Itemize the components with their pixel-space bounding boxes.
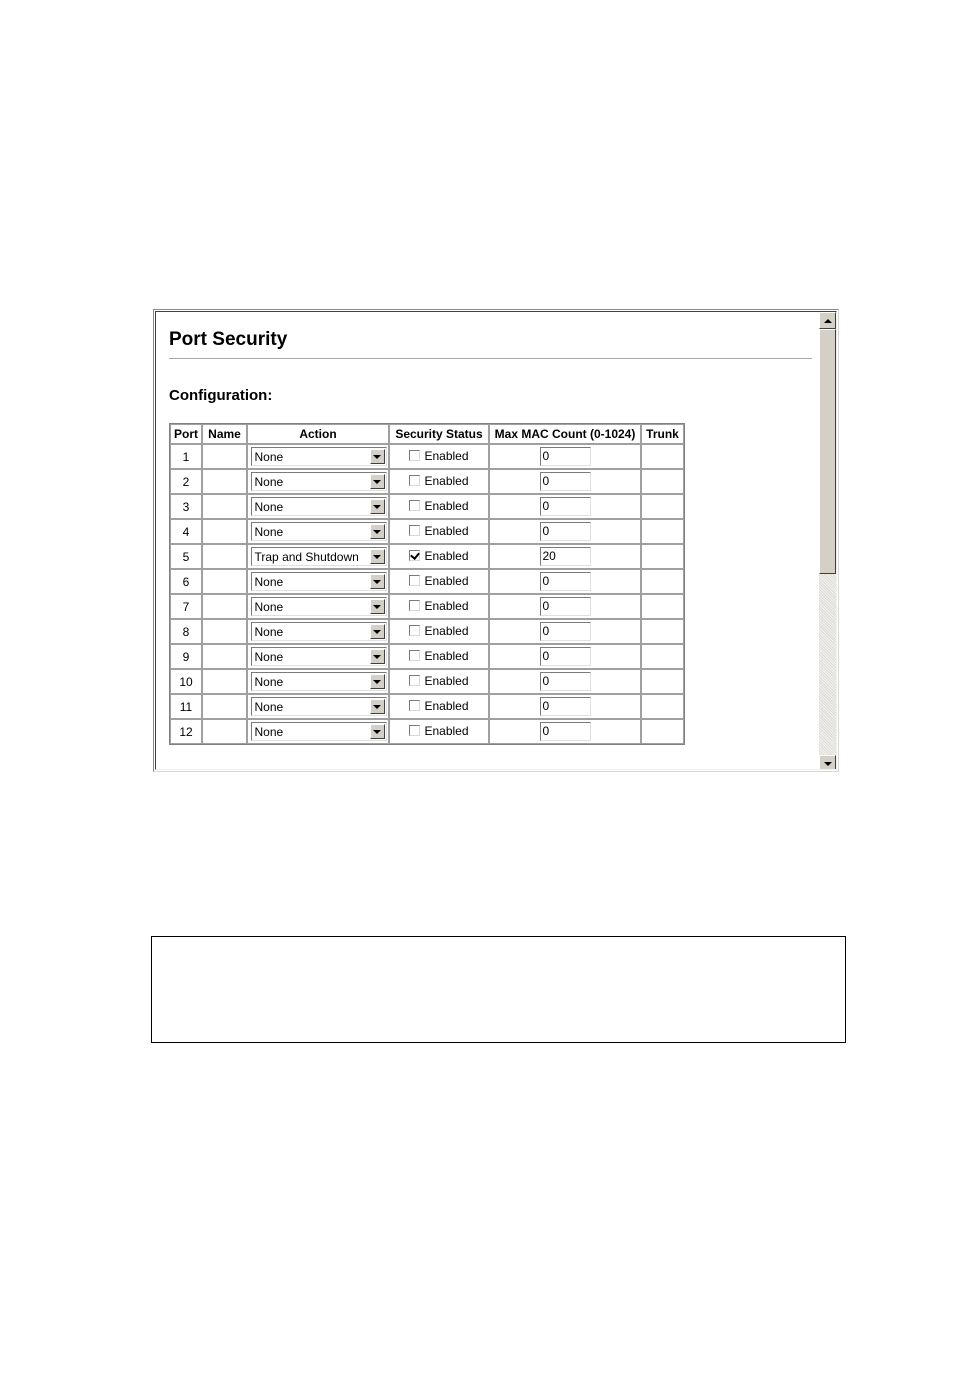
- table-header-row: [170, 424, 684, 444]
- trunk-cell: [641, 719, 684, 744]
- action-cell: [247, 444, 389, 469]
- action-cell: [247, 644, 389, 669]
- chevron-down-icon: [373, 580, 381, 584]
- max-mac-count-input[interactable]: 0: [540, 472, 591, 491]
- port-name: [202, 619, 247, 644]
- security-status-toggle[interactable]: [409, 649, 468, 663]
- scroll-up-button[interactable]: [819, 312, 836, 329]
- table-row: [170, 444, 684, 469]
- port-name: [202, 494, 247, 519]
- table-row: [170, 594, 684, 619]
- chevron-down-icon: [373, 505, 381, 509]
- checkbox-label: Enabled: [424, 573, 469, 588]
- max-mac-count-cell: [489, 619, 641, 644]
- security-enabled-checkbox[interactable]: [409, 475, 420, 486]
- action-select[interactable]: [251, 672, 387, 691]
- browser-window: [153, 309, 839, 772]
- dropdown-button[interactable]: [370, 624, 385, 639]
- security-status-toggle[interactable]: [409, 549, 468, 563]
- checkbox-label: Enabled: [424, 548, 469, 563]
- trunk-cell: [641, 519, 684, 544]
- scroll-up-arrow-icon: [824, 319, 832, 323]
- security-status-cell: [389, 544, 489, 569]
- scroll-down-button[interactable]: [819, 755, 836, 770]
- port-name: [202, 444, 247, 469]
- page-title: Port Security: [169, 329, 288, 350]
- dropdown-button[interactable]: [370, 524, 385, 539]
- action-select-value: None: [254, 699, 284, 714]
- action-cell: [247, 494, 389, 519]
- trunk-cell: [641, 694, 684, 719]
- column-header-port: Port: [170, 424, 202, 444]
- security-enabled-checkbox[interactable]: [409, 600, 420, 611]
- max-mac-count-input[interactable]: 0: [540, 572, 591, 591]
- section-heading: Configuration:: [169, 387, 273, 404]
- security-enabled-checkbox[interactable]: [409, 625, 420, 636]
- security-status-toggle[interactable]: [409, 524, 468, 538]
- max-mac-count-cell: [489, 719, 641, 744]
- chevron-down-icon: [373, 680, 381, 684]
- max-mac-count-cell: [489, 544, 641, 569]
- port-number: 2: [170, 469, 202, 494]
- table-row: [170, 694, 684, 719]
- action-select[interactable]: [251, 497, 387, 516]
- checkbox-label: Enabled: [424, 448, 469, 463]
- trunk-cell: [641, 619, 684, 644]
- max-mac-count-input[interactable]: 0: [540, 447, 591, 466]
- port-name: [202, 469, 247, 494]
- security-enabled-checkbox[interactable]: [409, 500, 420, 511]
- checkbox-label: Enabled: [424, 723, 469, 738]
- trunk-cell: [641, 494, 684, 519]
- security-status-toggle[interactable]: [409, 674, 468, 688]
- action-cell: [247, 719, 389, 744]
- action-select[interactable]: [251, 522, 387, 541]
- action-select-value: None: [254, 449, 284, 464]
- trunk-cell: [641, 594, 684, 619]
- security-enabled-checkbox[interactable]: [409, 550, 420, 561]
- security-status-cell: [389, 619, 489, 644]
- max-mac-count-cell: [489, 694, 641, 719]
- table-row: [170, 644, 684, 669]
- chevron-down-icon: [373, 705, 381, 709]
- security-enabled-checkbox[interactable]: [409, 675, 420, 686]
- checkbox-label: Enabled: [424, 523, 469, 538]
- action-cell: [247, 469, 389, 494]
- column-header-action: Action: [247, 424, 389, 444]
- security-enabled-checkbox[interactable]: [409, 650, 420, 661]
- port-number: 1: [170, 444, 202, 469]
- max-mac-count-input[interactable]: 0: [540, 497, 591, 516]
- port-name: [202, 594, 247, 619]
- action-select[interactable]: [251, 572, 387, 591]
- port-number: 4: [170, 519, 202, 544]
- max-mac-count-input[interactable]: 0: [540, 647, 591, 666]
- max-mac-count-cell: [489, 569, 641, 594]
- chevron-down-icon: [373, 655, 381, 659]
- column-header-security-status: Security Status: [389, 424, 489, 444]
- security-status-cell: [389, 569, 489, 594]
- action-select[interactable]: [251, 447, 387, 466]
- dropdown-button[interactable]: [370, 699, 385, 714]
- action-select[interactable]: [251, 722, 387, 741]
- action-select-value: None: [254, 499, 284, 514]
- trunk-cell: [641, 444, 684, 469]
- dropdown-button[interactable]: [370, 599, 385, 614]
- scrollbar-thumb[interactable]: [819, 329, 836, 574]
- security-status-cell: [389, 594, 489, 619]
- checkbox-label: Enabled: [424, 598, 469, 613]
- action-select-value: None: [254, 474, 284, 489]
- max-mac-count-input[interactable]: 0: [540, 722, 591, 741]
- action-cell: [247, 569, 389, 594]
- chevron-down-icon: [373, 555, 381, 559]
- security-enabled-checkbox[interactable]: [409, 525, 420, 536]
- checkbox-label: Enabled: [424, 648, 469, 663]
- table-row: [170, 569, 684, 594]
- chevron-down-icon: [373, 455, 381, 459]
- chevron-down-icon: [373, 530, 381, 534]
- port-number: 6: [170, 569, 202, 594]
- dropdown-button[interactable]: [370, 724, 385, 739]
- action-select[interactable]: [251, 697, 387, 716]
- table-row: [170, 494, 684, 519]
- action-select-value: None: [254, 599, 284, 614]
- security-status-cell: [389, 694, 489, 719]
- port-number: 8: [170, 619, 202, 644]
- max-mac-count-input[interactable]: 0: [540, 597, 591, 616]
- max-mac-count-cell: [489, 644, 641, 669]
- port-name: [202, 719, 247, 744]
- max-mac-count-cell: [489, 444, 641, 469]
- max-mac-count-input[interactable]: 0: [540, 622, 591, 641]
- port-security-table: [169, 423, 685, 745]
- action-cell: [247, 669, 389, 694]
- max-mac-count-cell: [489, 469, 641, 494]
- vertical-scrollbar[interactable]: [819, 312, 836, 770]
- scroll-down-arrow-icon: [824, 762, 832, 766]
- action-cell: [247, 519, 389, 544]
- security-status-cell: [389, 519, 489, 544]
- action-select[interactable]: [251, 597, 387, 616]
- action-select-value: Trap and Shutdown: [254, 549, 359, 564]
- security-enabled-checkbox[interactable]: [409, 575, 420, 586]
- security-status-cell: [389, 644, 489, 669]
- action-cell: [247, 694, 389, 719]
- dropdown-button[interactable]: [370, 674, 385, 689]
- trunk-cell: [641, 544, 684, 569]
- action-select[interactable]: [251, 647, 387, 666]
- action-select-value: None: [254, 724, 284, 739]
- table-row: [170, 719, 684, 744]
- page-content: [156, 312, 820, 770]
- security-enabled-checkbox[interactable]: [409, 725, 420, 736]
- chevron-down-icon: [373, 630, 381, 634]
- port-number: 10: [170, 669, 202, 694]
- security-status-cell: [389, 719, 489, 744]
- max-mac-count-cell: [489, 594, 641, 619]
- port-name: [202, 669, 247, 694]
- security-status-cell: [389, 669, 489, 694]
- table-row: [170, 544, 684, 569]
- window-frame: [155, 311, 837, 770]
- table-row: [170, 619, 684, 644]
- action-select-value: None: [254, 674, 284, 689]
- action-select-value: None: [254, 624, 284, 639]
- action-select[interactable]: [251, 547, 387, 566]
- security-status-toggle[interactable]: [409, 574, 468, 588]
- security-status-toggle[interactable]: [409, 699, 468, 713]
- max-mac-count-cell: [489, 669, 641, 694]
- security-status-toggle[interactable]: [409, 724, 468, 738]
- max-mac-count-input[interactable]: 20: [540, 547, 591, 566]
- checkbox-label: Enabled: [424, 473, 469, 488]
- action-select[interactable]: [251, 622, 387, 641]
- action-cell: [247, 544, 389, 569]
- action-cell: [247, 594, 389, 619]
- port-number: 12: [170, 719, 202, 744]
- security-status-cell: [389, 444, 489, 469]
- port-name: [202, 569, 247, 594]
- table-row: [170, 469, 684, 494]
- column-header-max-mac-count: Max MAC Count (0-1024): [489, 424, 641, 444]
- port-number: 3: [170, 494, 202, 519]
- dropdown-button[interactable]: [370, 649, 385, 664]
- dropdown-button[interactable]: [370, 499, 385, 514]
- column-header-trunk: Trunk: [641, 424, 684, 444]
- port-number: 9: [170, 644, 202, 669]
- dropdown-button[interactable]: [370, 474, 385, 489]
- port-number: 11: [170, 694, 202, 719]
- security-status-toggle[interactable]: [409, 474, 468, 488]
- port-number: 5: [170, 544, 202, 569]
- checkbox-label: Enabled: [424, 673, 469, 688]
- title-divider: [169, 358, 812, 360]
- max-mac-count-cell: [489, 494, 641, 519]
- max-mac-count-input[interactable]: 0: [540, 672, 591, 691]
- table-row: [170, 669, 684, 694]
- table-row: [170, 519, 684, 544]
- port-number: 7: [170, 594, 202, 619]
- checkbox-label: Enabled: [424, 623, 469, 638]
- column-header-name: Name: [202, 424, 247, 444]
- checkbox-label: Enabled: [424, 498, 469, 513]
- trunk-cell: [641, 669, 684, 694]
- security-enabled-checkbox[interactable]: [409, 700, 420, 711]
- security-enabled-checkbox[interactable]: [409, 450, 420, 461]
- chevron-down-icon: [373, 605, 381, 609]
- note-box: [151, 936, 846, 1043]
- action-select-value: None: [254, 649, 284, 664]
- security-status-toggle[interactable]: [409, 499, 468, 513]
- port-name: [202, 519, 247, 544]
- chevron-down-icon: [373, 730, 381, 734]
- port-name: [202, 544, 247, 569]
- action-cell: [247, 619, 389, 644]
- action-select[interactable]: [251, 472, 387, 491]
- dropdown-button[interactable]: [370, 549, 385, 564]
- security-status-cell: [389, 469, 489, 494]
- trunk-cell: [641, 644, 684, 669]
- dropdown-button[interactable]: [370, 449, 385, 464]
- port-name: [202, 694, 247, 719]
- security-status-toggle[interactable]: [409, 624, 468, 638]
- trunk-cell: [641, 469, 684, 494]
- security-status-toggle[interactable]: [409, 599, 468, 613]
- security-status-cell: [389, 494, 489, 519]
- max-mac-count-cell: [489, 519, 641, 544]
- max-mac-count-input[interactable]: 0: [540, 522, 591, 541]
- dropdown-button[interactable]: [370, 574, 385, 589]
- port-name: [202, 644, 247, 669]
- action-select-value: None: [254, 574, 284, 589]
- max-mac-count-input[interactable]: 0: [540, 697, 591, 716]
- security-status-toggle[interactable]: [409, 449, 468, 463]
- chevron-down-icon: [373, 480, 381, 484]
- trunk-cell: [641, 569, 684, 594]
- action-select-value: None: [254, 524, 284, 539]
- checkbox-label: Enabled: [424, 698, 469, 713]
